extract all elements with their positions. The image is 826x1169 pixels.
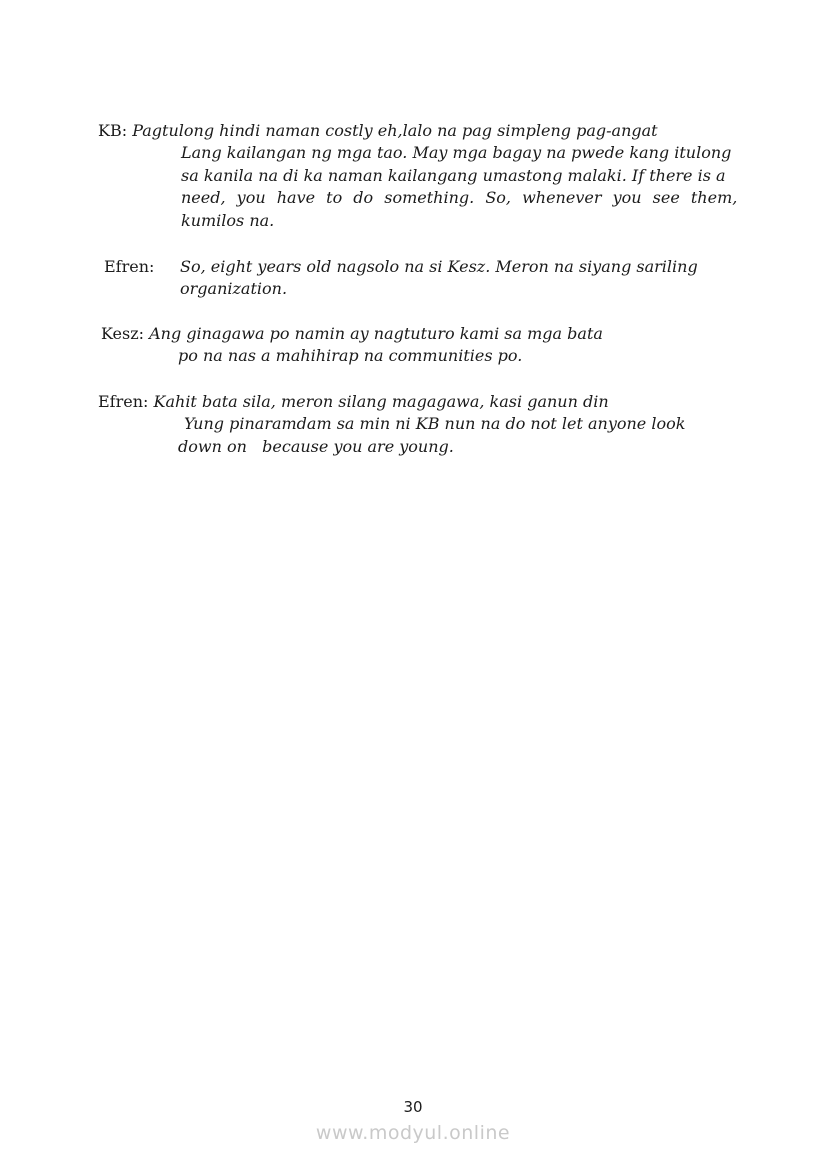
speaker-label: Efren: xyxy=(104,257,155,276)
watermark-text: www.modyul.online xyxy=(315,1122,511,1144)
dialogue-line: organization. xyxy=(180,279,288,299)
dialogue-line: po na nas a mahihirap na communities po. xyxy=(178,346,523,366)
speech-text: Pagtulong hindi naman costly eh,lalo na pag simpleng pag-angat xyxy=(132,121,658,140)
dialogue-block-efren-2 xyxy=(98,391,685,458)
speaker-label: Efren: xyxy=(98,392,149,411)
speech-text: Kahit bata sila, meron silang magagawa, kasi ganun din xyxy=(153,392,609,411)
dialogue-line: kumilos na. xyxy=(181,210,275,230)
dialogue-line: sa kanila na di ka naman kailangang umastong malaki. If there is a xyxy=(181,165,726,185)
dialogue-block-efren-1 xyxy=(104,256,698,301)
dialogue-line xyxy=(101,323,603,345)
dialogue-line xyxy=(98,391,685,413)
speech-text: Ang ginagawa po namin ay nagtuturo kami sa mga bata xyxy=(149,324,603,343)
dialogue-block-kb xyxy=(98,120,737,232)
dialogue-line xyxy=(98,120,737,142)
dialogue-line: need, you have to do something. So, whenever you see them, xyxy=(181,188,738,208)
speech-text: So, eight years old nagsolo na si Kesz. Meron na siyang sariling xyxy=(180,257,698,276)
speaker-label: Kesz: xyxy=(101,324,145,343)
page-number: 30 xyxy=(403,1098,423,1116)
dialogue-line xyxy=(104,256,698,278)
speaker-label: KB: xyxy=(98,121,128,140)
dialogue-line: down on because you are young. xyxy=(178,436,454,456)
dialogue-block-kesz xyxy=(101,323,603,368)
dialogue-line: Lang kailangan ng mga tao. May mga bagay na pwede kang itulong xyxy=(181,143,732,163)
dialogue-line: Yung pinaramdam sa min ni KB nun na do not let anyone look xyxy=(184,414,686,434)
